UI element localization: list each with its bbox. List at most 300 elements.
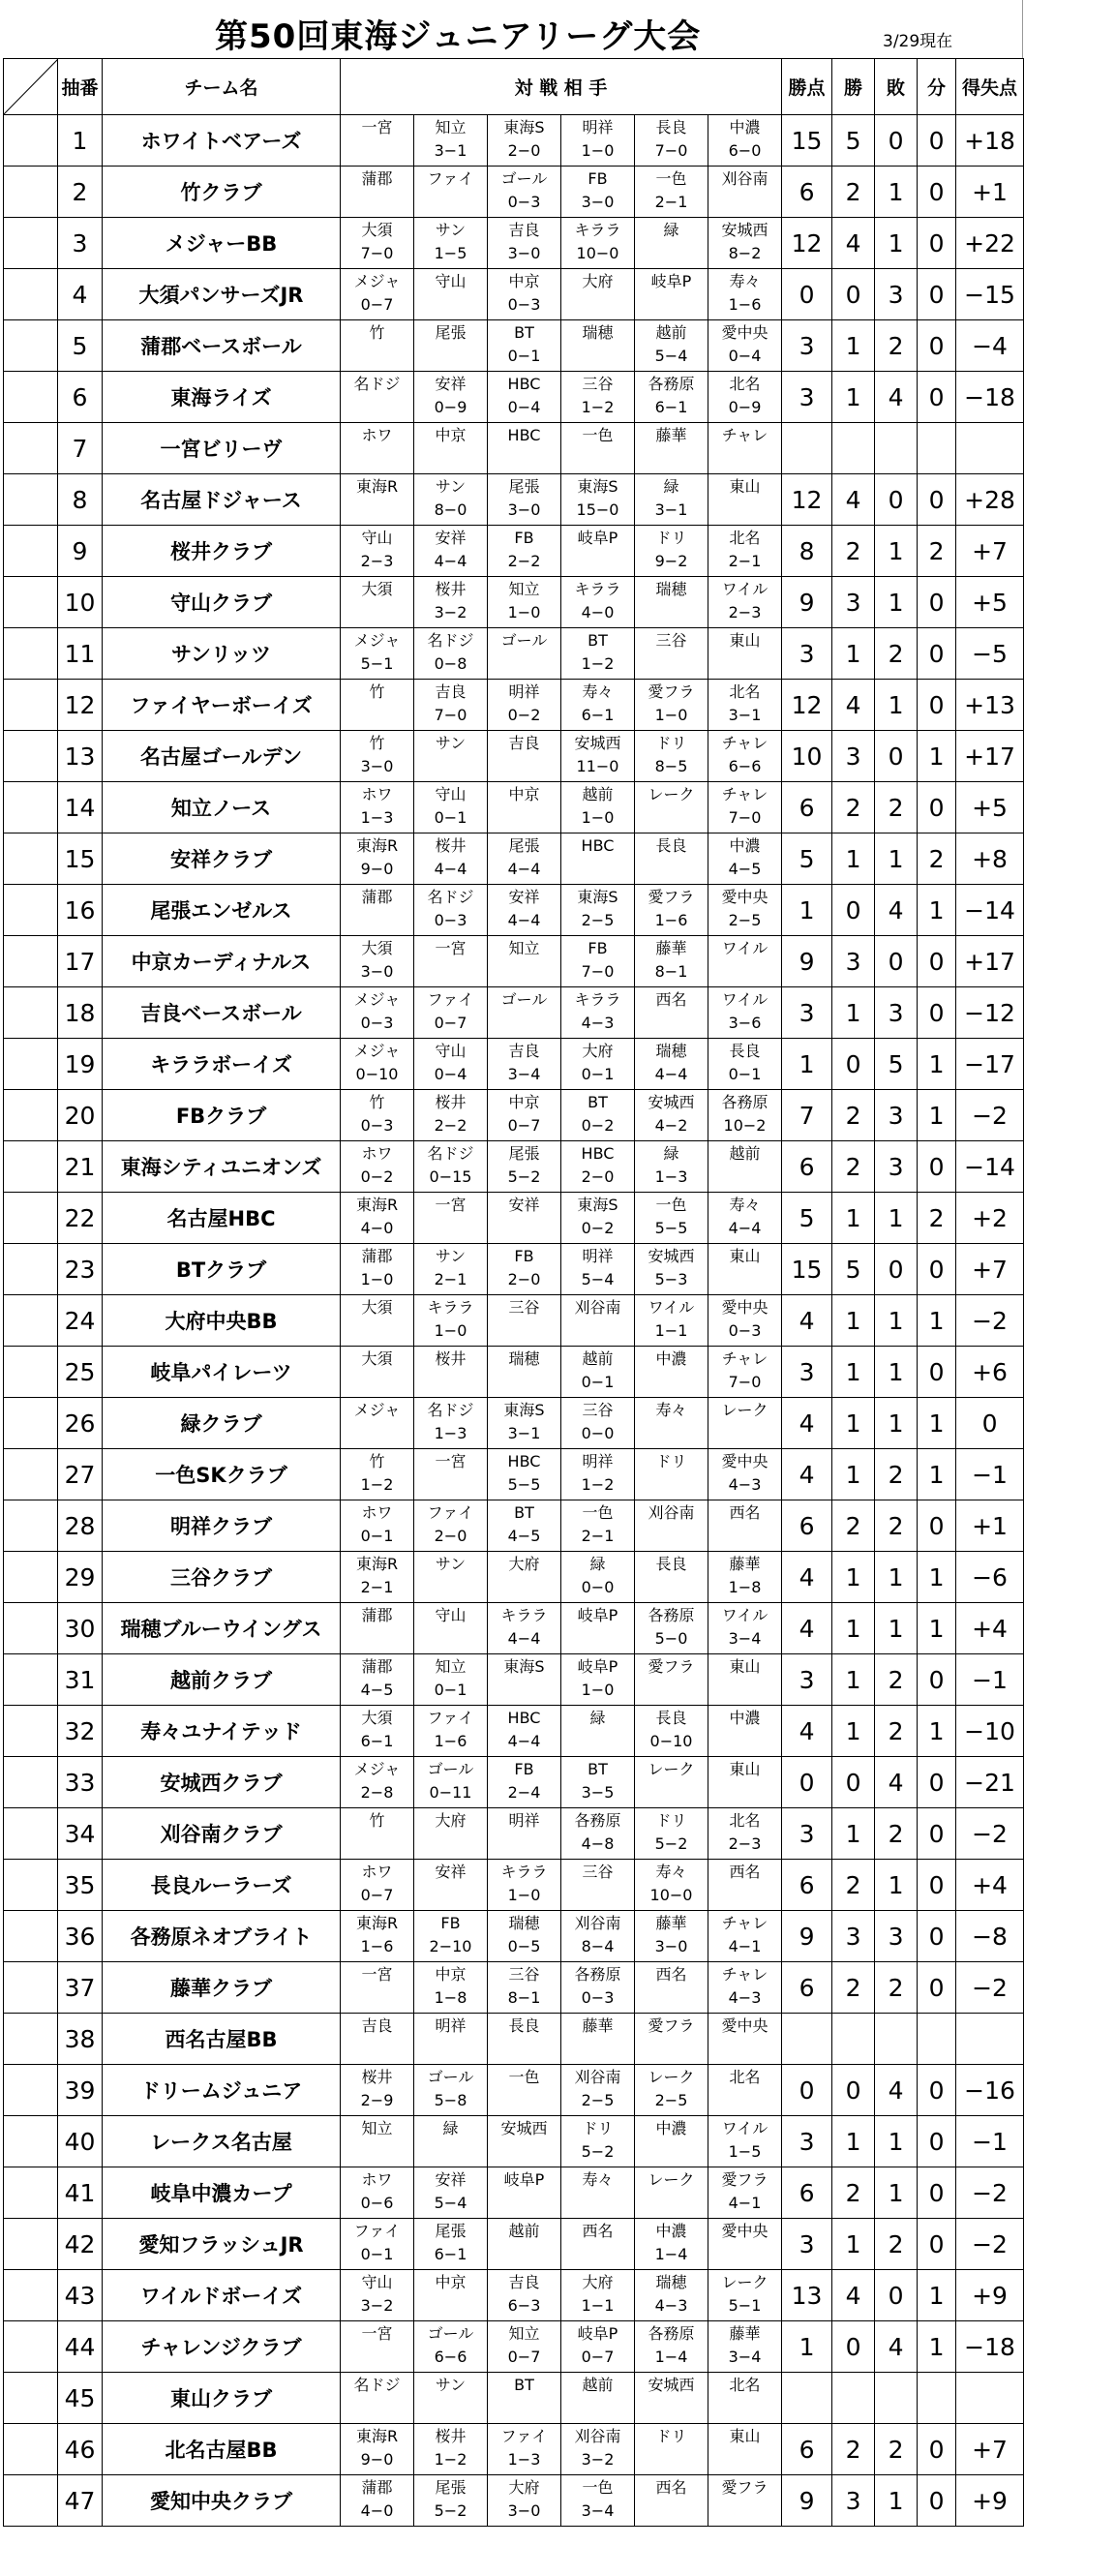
opponent-cell <box>561 474 635 526</box>
goal-diff-cell: −17 <box>956 1039 1024 1090</box>
blank-cell <box>4 2167 58 2219</box>
table-row <box>4 474 1024 526</box>
opponent-cell <box>635 269 708 320</box>
opponent-name: 東海S <box>577 477 618 496</box>
table-row <box>4 2424 1024 2475</box>
opponent-name: ドリ <box>655 1452 687 1470</box>
opponent-name: 長良 <box>655 836 687 855</box>
table-row <box>4 577 1024 628</box>
opponent-name: 吉良 <box>361 2016 393 2035</box>
wins-cell: 0 <box>832 1039 875 1090</box>
opponent-name: 知立 <box>435 118 467 136</box>
wins-cell: 2 <box>832 526 875 577</box>
opponent-name: 瑞穂 <box>508 1349 540 1368</box>
match-score <box>341 705 413 728</box>
match-score: 0−5 <box>507 1937 541 1955</box>
opponent-cell <box>414 218 488 269</box>
opponent-name: 愛中央 <box>721 323 768 342</box>
opponent-cell <box>708 1244 782 1295</box>
opponent-cell <box>414 1347 488 1398</box>
goal-diff-cell: −18 <box>956 372 1024 423</box>
opponent-cell <box>561 628 635 680</box>
opponent-cell <box>635 115 708 167</box>
opponent-name: メジャ <box>353 990 401 1009</box>
match-score: 5−2 <box>654 1834 688 1853</box>
opponent-cell <box>708 372 782 423</box>
opponent-name: 名ドジ <box>427 888 474 906</box>
table-row <box>4 2014 1024 2065</box>
wins-cell <box>832 2014 875 2065</box>
table-row <box>4 1500 1024 1552</box>
blank-cell <box>4 1090 58 1141</box>
blank-cell <box>4 2014 58 2065</box>
losses-cell: 0 <box>875 731 918 782</box>
goal-diff-cell: −16 <box>956 2065 1024 2116</box>
opponent-name: 蒲郡 <box>361 888 393 906</box>
opponent-name: 大府 <box>435 1811 467 1830</box>
match-score <box>708 1526 781 1549</box>
table-row <box>4 423 1024 474</box>
match-score <box>341 1834 413 1857</box>
opponent-cell <box>341 577 414 628</box>
opponent-cell <box>488 2475 561 2527</box>
draw-number: 10 <box>58 577 103 628</box>
match-score: 2−3 <box>360 552 394 570</box>
opponent-name: 北名 <box>729 2376 761 2394</box>
points-cell: 8 <box>782 526 832 577</box>
match-score: 4−5 <box>728 860 762 878</box>
table-row <box>4 1552 1024 1603</box>
losses-cell: 2 <box>875 1706 918 1757</box>
table-row <box>4 269 1024 320</box>
match-score: 7−0 <box>360 244 394 262</box>
table-row <box>4 1808 1024 1860</box>
match-score: 0−11 <box>429 1783 472 1802</box>
opponent-cell <box>708 115 782 167</box>
match-score: 4−3 <box>728 1988 762 2007</box>
match-score <box>341 2347 413 2370</box>
opponent-cell <box>561 1141 635 1193</box>
opponent-name: 安祥 <box>435 375 467 393</box>
opponent-name: 尾張 <box>508 477 540 496</box>
opponent-name: 三谷 <box>508 1965 540 1984</box>
match-score <box>414 1834 487 1857</box>
match-score: 2−0 <box>434 1527 467 1545</box>
opponent-name: ワイル <box>721 990 768 1009</box>
wins-cell: 2 <box>832 1090 875 1141</box>
opponent-name: 大須 <box>361 1709 393 1727</box>
opponent-cell <box>341 2321 414 2373</box>
blank-cell <box>4 1449 58 1500</box>
team-name: レークス名古屋 <box>103 2116 341 2167</box>
match-score <box>414 346 487 369</box>
table-row <box>4 1295 1024 1347</box>
match-score <box>341 2039 413 2062</box>
match-score: 5−5 <box>654 1219 688 1237</box>
opponent-cell <box>708 2373 782 2424</box>
opponent-name: サン <box>435 1555 467 1573</box>
opponent-cell <box>708 1706 782 1757</box>
opponent-name: 寿々 <box>582 2170 614 2189</box>
match-score <box>414 1474 487 1498</box>
match-score <box>341 2141 413 2165</box>
draw-number: 1 <box>58 115 103 167</box>
opponent-cell <box>488 2116 561 2167</box>
match-score: 1−0 <box>581 1681 615 1699</box>
opponent-cell <box>561 885 635 936</box>
match-score: 2−8 <box>360 1783 394 1802</box>
team-name: 名古屋ドジャース <box>103 474 341 526</box>
opponent-cell <box>488 987 561 1039</box>
opponent-name: BT <box>514 1503 534 1522</box>
opponent-cell <box>414 167 488 218</box>
wins-cell: 5 <box>832 1244 875 1295</box>
match-score: 0−3 <box>507 193 541 211</box>
losses-cell: 1 <box>875 167 918 218</box>
wins-cell: 0 <box>832 1757 875 1808</box>
draw-number: 14 <box>58 782 103 833</box>
opponent-name: ゴール <box>427 2324 474 2343</box>
opponent-name: 岐阜P <box>577 1657 618 1676</box>
draw-number: 31 <box>58 1654 103 1706</box>
opponent-name: 刈谷南 <box>574 1914 621 1932</box>
draw-number: 37 <box>58 1962 103 2014</box>
opponent-cell <box>708 1398 782 1449</box>
opponent-cell <box>488 2424 561 2475</box>
match-score <box>635 243 708 266</box>
match-score: 0−1 <box>360 2245 394 2263</box>
opponent-cell <box>708 2167 782 2219</box>
opponent-name: 蒲郡 <box>361 2478 393 2497</box>
opponent-name: ゴール <box>500 990 548 1009</box>
opponent-name: ゴール <box>500 631 548 650</box>
blank-cell <box>4 372 58 423</box>
opponent-name: 東海R <box>355 836 399 855</box>
points-cell: 12 <box>782 474 832 526</box>
team-name: サンリッツ <box>103 628 341 680</box>
match-score: 5−3 <box>654 1270 688 1288</box>
opponent-cell <box>561 1295 635 1347</box>
draw-number: 46 <box>58 2424 103 2475</box>
opponent-cell <box>561 1808 635 1860</box>
opponent-name: 東海S <box>577 1196 618 1214</box>
opponent-name: ファイ <box>427 1503 474 1522</box>
match-score: 1−3 <box>507 2450 541 2469</box>
opponent-cell <box>341 1962 414 2014</box>
opponent-name: 一宮 <box>361 1965 393 1984</box>
opponent-cell <box>488 1808 561 1860</box>
opponent-cell <box>708 2321 782 2373</box>
team-name: チャレンジクラブ <box>103 2321 341 2373</box>
draws-cell: 0 <box>918 936 956 987</box>
opponent-cell <box>635 1860 708 1911</box>
match-score: 0−8 <box>434 654 467 673</box>
opponent-name: 越前 <box>582 785 614 803</box>
team-name: 愛知中央クラブ <box>103 2475 341 2527</box>
opponent-name: 三谷 <box>508 1298 540 1317</box>
opponent-cell <box>414 1757 488 1808</box>
opponent-cell <box>635 372 708 423</box>
losses-cell: 0 <box>875 115 918 167</box>
opponent-cell <box>708 731 782 782</box>
opponent-name: 愛フラ <box>721 2170 768 2189</box>
opponent-name: FB <box>588 169 608 188</box>
opponent-name: 西名 <box>655 990 687 1009</box>
header-row <box>4 59 1024 115</box>
opponent-name: 愛中央 <box>721 1298 768 1317</box>
opponent-cell <box>488 372 561 423</box>
opponent-name: 守山 <box>435 272 467 290</box>
opponent-name: ドリ <box>582 2119 614 2137</box>
opponent-name: 吉良 <box>435 682 467 701</box>
goal-diff-cell: +9 <box>956 2270 1024 2321</box>
opponent-cell <box>635 1911 708 1962</box>
table-row <box>4 782 1024 833</box>
match-score: 3−2 <box>581 2450 615 2469</box>
team-name: キララボーイズ <box>103 1039 341 1090</box>
goal-diff-cell: −6 <box>956 1552 1024 1603</box>
team-name: 寿々ユナイテッド <box>103 1706 341 1757</box>
blank-cell <box>4 1603 58 1654</box>
match-score <box>635 1372 708 1395</box>
opponent-name: 愛中央 <box>721 1452 768 1470</box>
match-score <box>635 1987 708 2011</box>
opponent-name: ファイ <box>500 2427 548 2445</box>
header-team: チーム名 <box>103 59 341 115</box>
draw-number: 9 <box>58 526 103 577</box>
opponent-cell <box>635 1500 708 1552</box>
losses-cell: 0 <box>875 474 918 526</box>
opponent-name: 北名 <box>729 2068 761 2086</box>
match-score: 8−0 <box>434 500 467 519</box>
opponent-name: ホワ <box>361 1503 393 1522</box>
table-row <box>4 2475 1024 2527</box>
opponent-cell <box>708 1295 782 1347</box>
blank-cell <box>4 1706 58 1757</box>
goal-diff-cell: −2 <box>956 2167 1024 2219</box>
opponent-name: メジャ <box>353 272 401 290</box>
blank-cell <box>4 731 58 782</box>
match-score <box>635 1526 708 1549</box>
opponent-cell <box>341 833 414 885</box>
opponent-cell <box>488 1500 561 1552</box>
opponent-name: 北名 <box>729 375 761 393</box>
team-name: 守山クラブ <box>103 577 341 628</box>
goal-diff-cell: −10 <box>956 1706 1024 1757</box>
opponent-name: 大府 <box>582 272 614 290</box>
opponent-cell <box>708 628 782 680</box>
points-cell: 5 <box>782 1193 832 1244</box>
match-score <box>708 1167 781 1190</box>
opponent-name: 西名 <box>655 2478 687 2497</box>
match-score <box>708 500 781 523</box>
opponent-cell <box>341 1654 414 1706</box>
match-score: 11−0 <box>576 757 619 775</box>
draw-number: 39 <box>58 2065 103 2116</box>
opponent-name: 東海S <box>503 1401 545 1419</box>
match-score: 4−8 <box>581 1834 615 1853</box>
losses-cell: 4 <box>875 2065 918 2116</box>
opponent-name: 東山 <box>729 477 761 496</box>
match-score <box>341 140 413 164</box>
opponent-cell <box>341 474 414 526</box>
table-row <box>4 115 1024 167</box>
draws-cell: 0 <box>918 2116 956 2167</box>
points-cell: 9 <box>782 2475 832 2527</box>
opponent-name: 一色 <box>582 426 614 444</box>
losses-cell: 2 <box>875 1449 918 1500</box>
opponent-cell <box>341 628 414 680</box>
match-score <box>635 859 708 882</box>
match-score: 2−1 <box>434 1270 467 1288</box>
points-cell: 13 <box>782 2270 832 2321</box>
match-score <box>414 756 487 779</box>
opponent-cell <box>561 2373 635 2424</box>
losses-cell: 1 <box>875 218 918 269</box>
team-name: 名古屋HBC <box>103 1193 341 1244</box>
opponent-name: ドリ <box>655 1811 687 1830</box>
goal-diff-cell: −2 <box>956 1090 1024 1141</box>
opponent-cell <box>414 2065 488 2116</box>
goal-diff-cell: −1 <box>956 2116 1024 2167</box>
opponent-name: 大須 <box>361 1298 393 1317</box>
opponent-name: BT <box>514 2376 534 2394</box>
losses-cell: 4 <box>875 372 918 423</box>
match-score <box>341 602 413 625</box>
opponent-cell <box>561 167 635 218</box>
wins-cell: 3 <box>832 936 875 987</box>
draws-cell: 0 <box>918 628 956 680</box>
opponent-name: 西名 <box>729 1503 761 1522</box>
opponent-name: 一色 <box>655 1196 687 1214</box>
draws-cell: 0 <box>918 680 956 731</box>
opponent-name: メジャ <box>353 1401 401 1419</box>
opponent-cell <box>414 269 488 320</box>
match-score: 6−1 <box>434 2245 467 2263</box>
wins-cell: 4 <box>832 680 875 731</box>
team-name: 長良ルーラーズ <box>103 1860 341 1911</box>
opponent-cell <box>635 1757 708 1808</box>
header-draw-count: 分 <box>918 59 956 115</box>
match-score: 1−3 <box>434 1424 467 1442</box>
draw-number: 6 <box>58 372 103 423</box>
match-score <box>561 294 634 318</box>
opponent-cell <box>561 1911 635 1962</box>
match-score <box>414 294 487 318</box>
points-cell: 4 <box>782 1706 832 1757</box>
opponent-name: ワイル <box>721 1606 768 1624</box>
opponent-name: 愛フラ <box>648 1657 695 1676</box>
opponent-name: 藤華 <box>655 1914 687 1932</box>
opponent-cell <box>341 1039 414 1090</box>
opponent-cell <box>561 1962 635 2014</box>
opponent-cell <box>488 2321 561 2373</box>
opponent-name: メジャ <box>353 1760 401 1778</box>
opponent-name: 三谷 <box>655 631 687 650</box>
match-score: 1−0 <box>360 1270 394 1288</box>
opponent-name: 知立 <box>508 939 540 957</box>
opponent-cell <box>341 1757 414 1808</box>
match-score <box>635 1577 708 1600</box>
draw-number: 44 <box>58 2321 103 2373</box>
table-row <box>4 1398 1024 1449</box>
match-score: 7−0 <box>581 962 615 981</box>
losses-cell: 2 <box>875 1500 918 1552</box>
opponent-name: 知立 <box>508 580 540 598</box>
team-name: 各務原ネオブライト <box>103 1911 341 1962</box>
match-score: 0−3 <box>728 1321 762 1340</box>
match-score: 5−0 <box>654 1629 688 1648</box>
match-score <box>635 1013 708 1036</box>
opponent-name: 東海S <box>503 118 545 136</box>
match-score: 0−7 <box>507 1116 541 1135</box>
opponent-name: BT <box>588 1093 608 1111</box>
losses-cell: 1 <box>875 1860 918 1911</box>
match-score: 1−0 <box>507 1886 541 1904</box>
team-name: 一色SKクラブ <box>103 1449 341 1500</box>
match-score <box>561 346 634 369</box>
opponent-cell <box>561 1039 635 1090</box>
wins-cell: 2 <box>832 2167 875 2219</box>
opponent-cell <box>561 269 635 320</box>
opponent-cell <box>635 2065 708 2116</box>
opponent-cell <box>414 1398 488 1449</box>
blank-cell <box>4 1039 58 1090</box>
opponent-cell <box>341 115 414 167</box>
match-score: 3−0 <box>507 244 541 262</box>
goal-diff-cell: −18 <box>956 2321 1024 2373</box>
match-score: 0−2 <box>360 1167 394 1186</box>
team-name: ホワイトベアーズ <box>103 115 341 167</box>
match-score <box>488 1218 560 1241</box>
opponent-cell <box>708 1603 782 1654</box>
match-score: 2−1 <box>728 552 762 570</box>
opponent-name: 名ドジ <box>427 631 474 650</box>
wins-cell: 5 <box>832 115 875 167</box>
opponent-cell <box>708 577 782 628</box>
opponent-cell <box>635 1295 708 1347</box>
draws-cell: 0 <box>918 1962 956 2014</box>
opponent-name: 岐阜P <box>577 529 618 547</box>
opponent-cell <box>488 1295 561 1347</box>
wins-cell: 1 <box>832 2116 875 2167</box>
opponent-cell <box>635 474 708 526</box>
opponent-name: 明祥 <box>508 1811 540 1830</box>
draws-cell: 0 <box>918 1757 956 1808</box>
wins-cell: 0 <box>832 885 875 936</box>
team-name: FBクラブ <box>103 1090 341 1141</box>
goal-diff-cell: +1 <box>956 1500 1024 1552</box>
table-row <box>4 1347 1024 1398</box>
blank-cell <box>4 320 58 372</box>
opponent-cell <box>488 269 561 320</box>
draws-cell: 1 <box>918 1398 956 1449</box>
opponent-cell <box>341 2373 414 2424</box>
table-row <box>4 1193 1024 1244</box>
match-score: 10−0 <box>649 1886 693 1904</box>
blank-cell <box>4 1808 58 1860</box>
table-row <box>4 833 1024 885</box>
draws-cell: 1 <box>918 1706 956 1757</box>
match-score <box>488 1680 560 1703</box>
opponent-cell <box>708 2116 782 2167</box>
opponent-cell <box>488 2065 561 2116</box>
opponent-name: FB <box>588 939 608 957</box>
opponent-name: 中京 <box>508 272 540 290</box>
opponent-name: 中京 <box>435 2273 467 2291</box>
opponent-cell <box>488 115 561 167</box>
points-cell: 15 <box>782 115 832 167</box>
